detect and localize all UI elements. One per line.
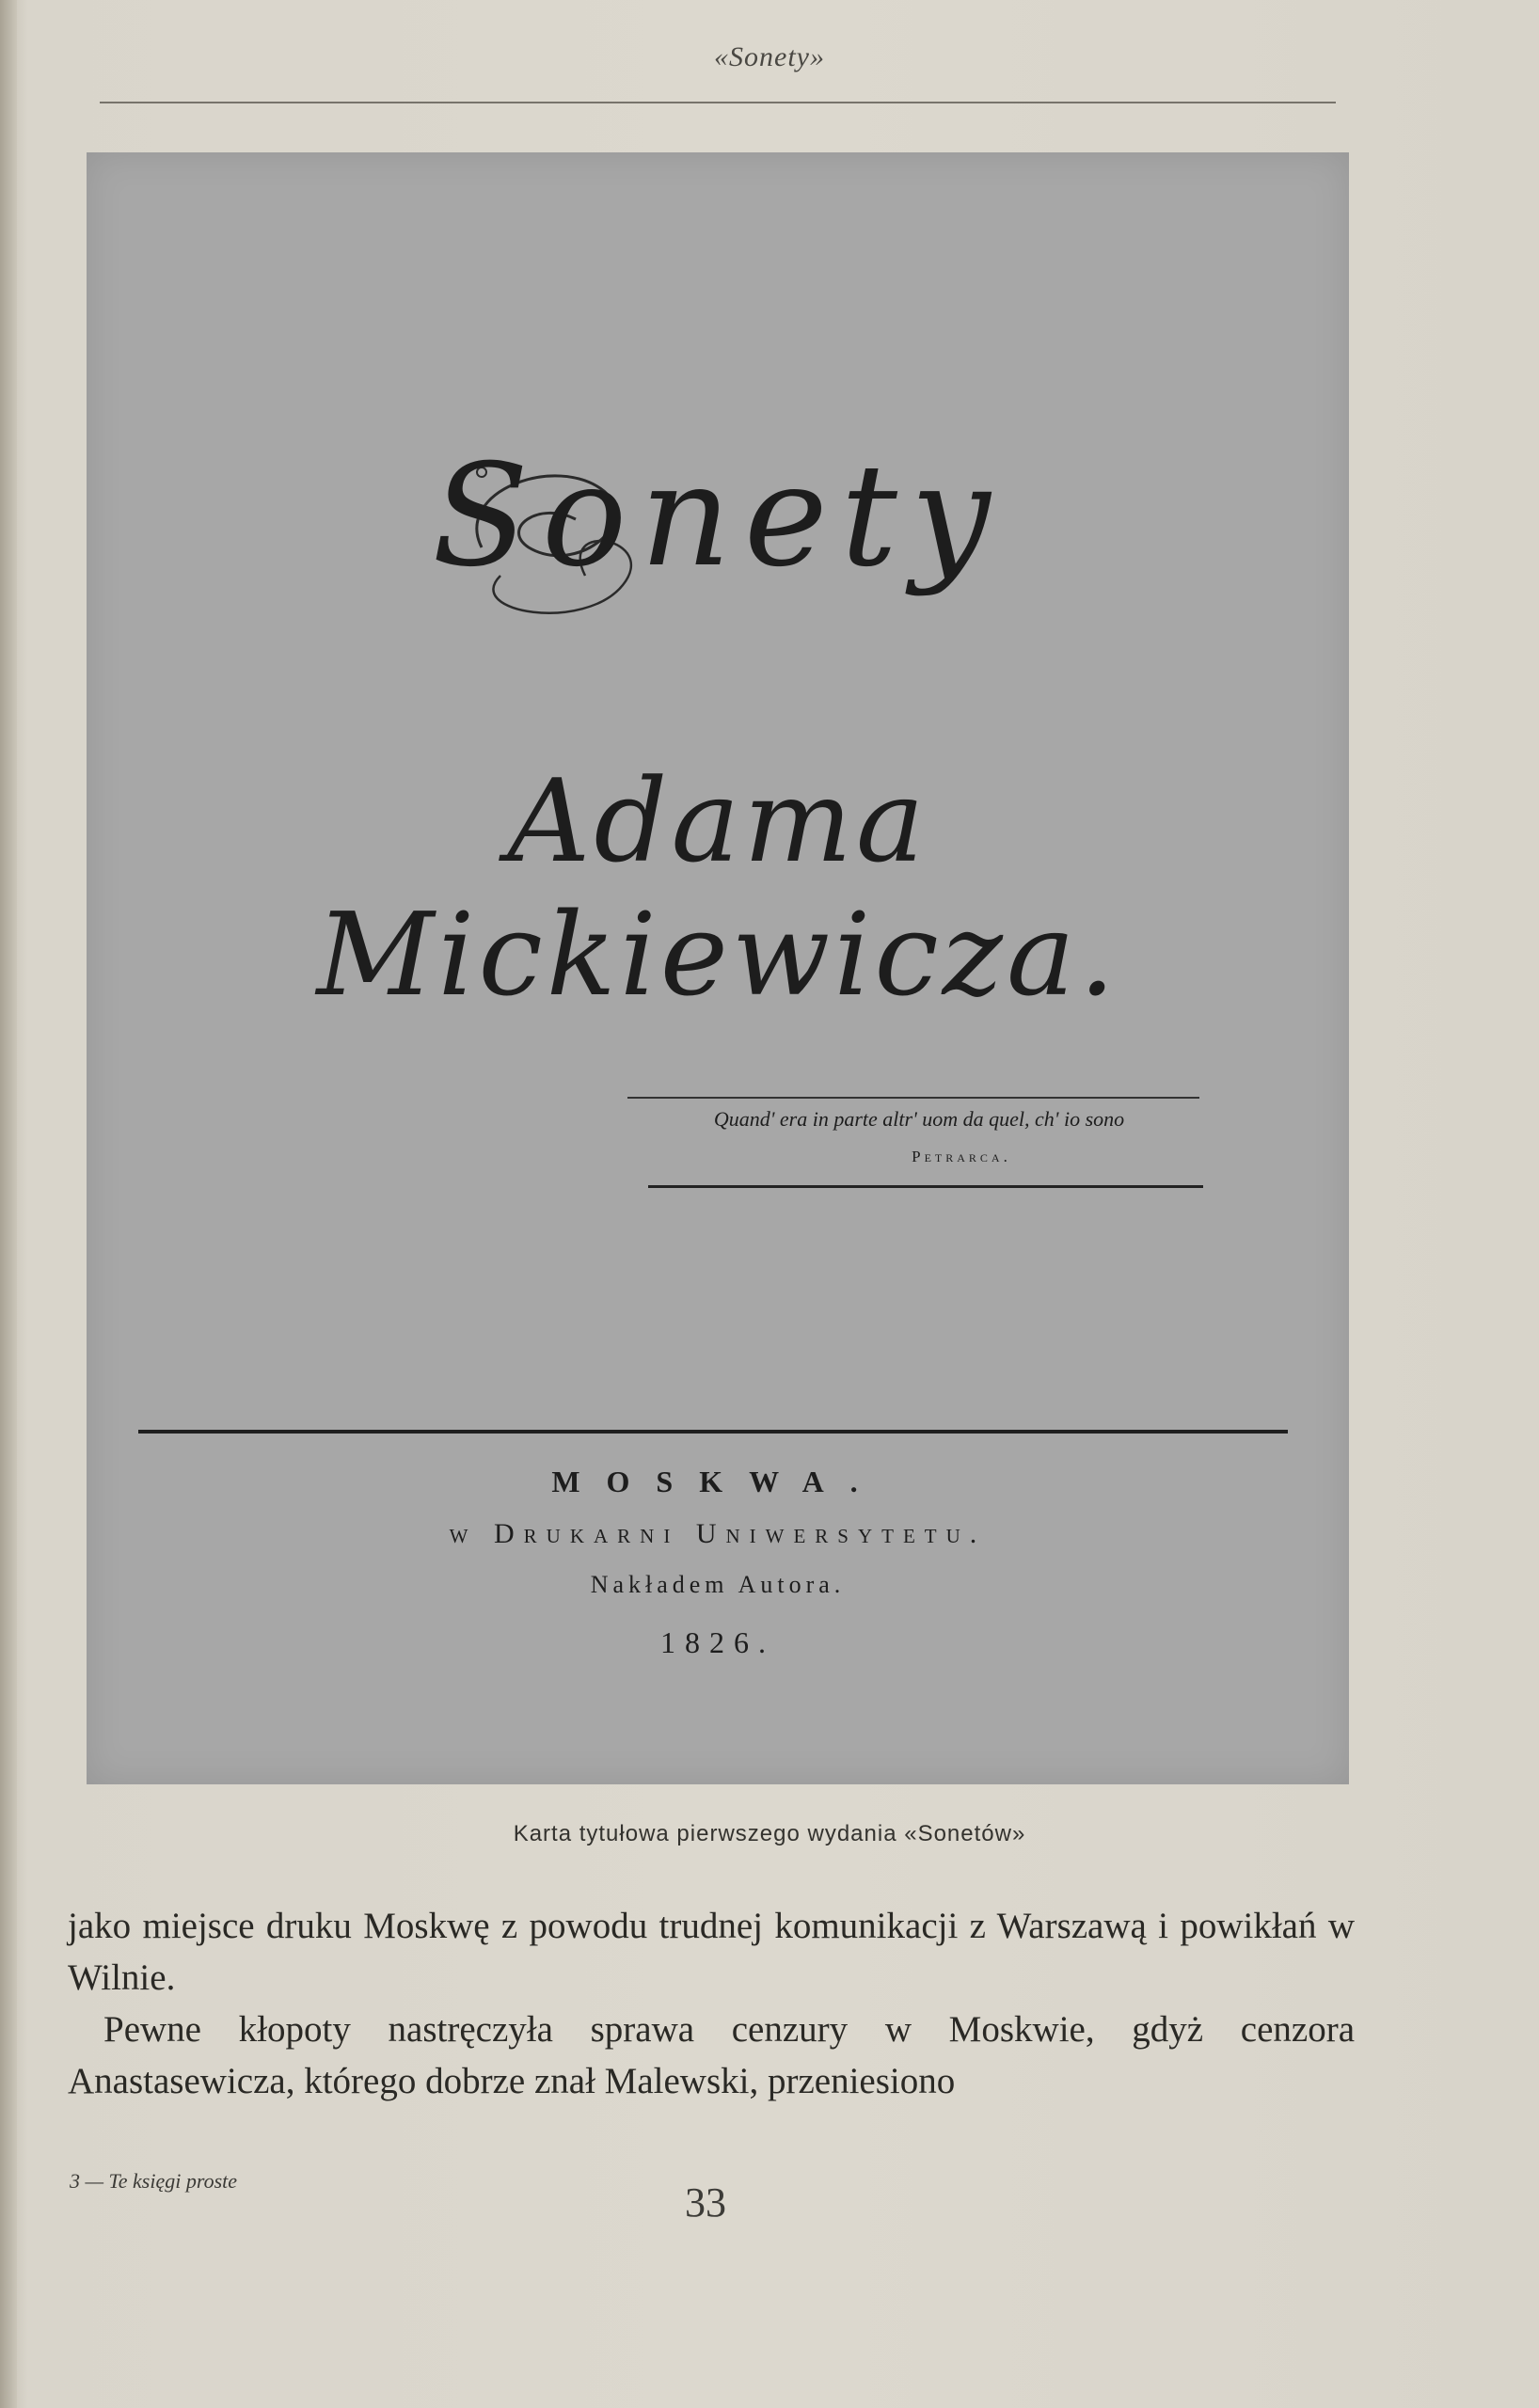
running-head: «Sonety» bbox=[714, 41, 825, 72]
epigraph: Quand' era in parte altr' uom da quel, ch' io sono bbox=[713, 1107, 1125, 1131]
page-number: 33 bbox=[685, 2179, 726, 2226]
body-paragraph: jako miejsce druku Moskwę z powodu trudnej komunikacji z Warszawą i powikłań w Wilnie. bbox=[68, 1906, 1355, 1998]
imprint-press: w Drukarni Uniwersytetu. bbox=[449, 1518, 987, 1549]
title-sonety: Sonety bbox=[432, 435, 1004, 598]
title-page-facsimile bbox=[87, 152, 1349, 1784]
header-rule bbox=[100, 102, 1336, 103]
imprint-publisher: Nakładem Autora. bbox=[590, 1571, 846, 1598]
imprint-rule bbox=[138, 1430, 1288, 1434]
imprint-year: 1826. bbox=[660, 1625, 775, 1659]
body-paragraph: Pewne kłopoty nastręczyła sprawa cenzury w Moskwie, gdyż cenzora Anastasewicza, którego dobrze znał Malewski, przeniesiono bbox=[68, 2009, 1355, 2101]
book-spine-shadow bbox=[0, 0, 17, 2408]
signature-footnote: 3 — Te księgi proste bbox=[70, 2169, 238, 2193]
epigraph-rule-top bbox=[627, 1097, 1199, 1099]
figure-caption: Karta tytułowa pierwszego wydania «Sonetów» bbox=[513, 1821, 1026, 1846]
epigraph-author: Petrarca. bbox=[912, 1148, 1011, 1165]
author-line: Adama Mickiewicza. bbox=[316, 754, 1119, 1022]
imprint-city: MOSKWA. bbox=[551, 1465, 884, 1498]
epigraph-rule-bottom bbox=[648, 1185, 1203, 1188]
body-text bbox=[68, 1900, 1355, 2107]
